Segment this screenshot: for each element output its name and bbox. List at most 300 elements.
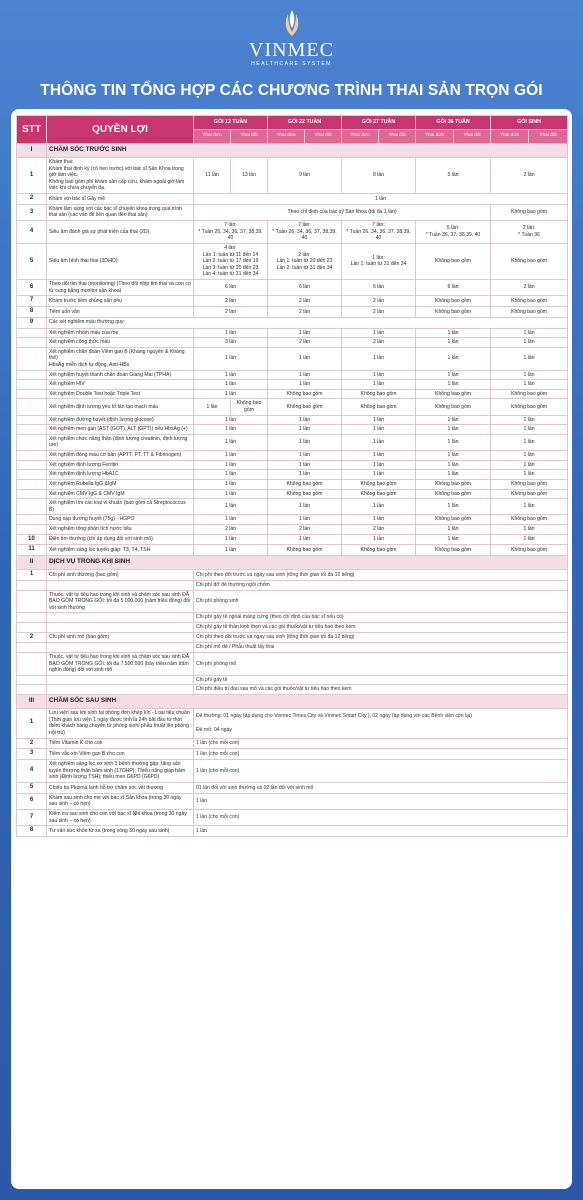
benefit-value: 2 lần <box>268 524 342 534</box>
single-pregnancy-header: Thai đơn <box>416 130 454 144</box>
benefit-value: 1 lần <box>268 370 342 380</box>
benefit-value: 5 lần <box>416 158 491 194</box>
benefit-value: 1 lần <box>416 370 491 380</box>
benefit-value: Không bao gồm <box>268 389 342 399</box>
benefit-value: 2 lần <box>491 279 568 295</box>
benefit-value: 1 lần <box>268 515 342 525</box>
row-number <box>17 489 47 499</box>
benefit-label: Xét nghiệm định lượng yếu tố tăn tạo mạch máu <box>47 399 194 415</box>
table-row <box>17 296 568 307</box>
benefit-value: 1 lần <box>342 451 416 461</box>
benefit-value: 1 lần <box>491 370 568 380</box>
benefit-value: Chi phí gây tê thần kinh thẹn và các gói thuốc/vật tư tiêu hao theo kèm <box>194 623 568 633</box>
row-number <box>17 524 47 534</box>
benefit-value: 1 lần <box>491 451 568 461</box>
vinmec-emblem-icon <box>281 8 303 38</box>
row-number <box>17 653 47 676</box>
benefit-value: 1 lần <box>194 194 568 205</box>
row-number <box>17 675 47 685</box>
table-row <box>17 306 568 317</box>
benefit-value: 1 lần <box>491 380 568 390</box>
benefit-header: QUYỀN LỢI <box>47 116 194 144</box>
table-row <box>17 434 568 450</box>
benefit-label: Khám trước tiêm chủng sản phụ <box>47 296 194 307</box>
benefit-label: Xét nghiệm Rubella IgG &IgM <box>47 479 194 489</box>
table-row <box>17 675 568 685</box>
row-number: 2 <box>17 194 47 205</box>
row-number <box>17 499 47 515</box>
row-number <box>17 347 47 370</box>
benefit-value: 3 lần <box>194 338 268 348</box>
benefit-value: Không bao gồm <box>491 489 568 499</box>
row-number: 7 <box>17 809 47 825</box>
row-number: 5 <box>17 782 47 793</box>
twin-pregnancy-header: Thai đôi <box>305 130 342 144</box>
benefit-value: 1 lần <box>268 380 342 390</box>
benefit-value: 1 lần <box>194 328 268 338</box>
table-row <box>17 545 568 556</box>
benefit-value: 1 lần <box>342 380 416 390</box>
table-row <box>17 809 568 825</box>
benefit-value: Không bao gồm <box>491 204 568 220</box>
benefit-label: Xét nghiệm men gan (AST (GOT), ALT (GPT)) nếu HbsAg (+) <box>47 425 194 435</box>
benefit-value: Không bao gồm <box>491 545 568 556</box>
table-row <box>17 204 568 220</box>
benefit-value: Không bao gồm <box>416 306 491 317</box>
benefit-value: 2 lần <box>194 296 268 307</box>
benefit-label: Khám sau sinh cho mẹ với bác sĩ Sản khoa (trong 30 ngày sau sinh – có hẹn) <box>47 793 194 809</box>
benefit-value: Chi phí phòng mổ <box>194 653 568 676</box>
benefit-value: 1 lần <box>342 499 416 515</box>
table-row <box>17 460 568 470</box>
benefit-value: 1 lần <box>194 470 268 480</box>
table-row <box>17 425 568 435</box>
benefit-value: Không bao gồm <box>416 389 491 399</box>
benefit-value: 1 lần <box>194 489 268 499</box>
table-row <box>17 338 568 348</box>
benefit-value: 1 lần <box>268 460 342 470</box>
benefit-value: Không bao gồm <box>491 399 568 415</box>
benefit-label: Dung nạp đường huyết (75g) - HGPO <box>47 515 194 525</box>
benefit-value: 2 lần <box>342 524 416 534</box>
row-number <box>17 338 47 348</box>
benefit-label <box>47 623 194 633</box>
benefit-value: 1 lần <box>416 425 491 435</box>
benefit-value: Không bao gồm <box>342 489 416 499</box>
benefit-label: Chiếu tia Plasma lạnh hỗ trợ chăm sóc vết thương <box>47 782 194 793</box>
benefit-label: Xét nghiệm định lượng HbA1C <box>47 470 194 480</box>
benefit-value: 1 lần <box>194 380 268 390</box>
benefit-label: Xét nghiệm sàng lọc tuyến giáp: T3, T4, TSH <box>47 545 194 556</box>
benefit-value: 4 lần: Lần 1: tuần từ 11 đến 14 Lần 2: tuần từ 17 đến 19 Lần 3: tuần từ 20 đến 23 Lần 4: tuần từ 31 đến 34 <box>194 243 268 279</box>
benefit-value: 1 lần <box>268 425 342 435</box>
benefit-value: 1 lần <box>268 347 342 370</box>
benefit-value: 5 lần: * Tuần 36, 37, 38,39, 40 <box>416 221 491 244</box>
benefit-value: Chi phí gây tê ngoài màng cứng (theo chỉ định của bác sĩ nếu có) <box>194 613 568 623</box>
benefit-value: Không bao gồm <box>491 296 568 307</box>
benefit-value: 1 lần <box>194 347 268 370</box>
row-number <box>17 415 47 425</box>
row-number <box>17 613 47 623</box>
package-27-weeks-header: GÓI 27 TUẦN <box>342 116 416 130</box>
benefit-value: 2 lần <box>342 306 416 317</box>
benefit-value: Không bao gồm <box>416 243 491 279</box>
twin-pregnancy-header: Thai đôi <box>379 130 416 144</box>
benefit-label <box>47 613 194 623</box>
row-number <box>17 451 47 461</box>
benefit-value: 1 lần <box>416 415 491 425</box>
section-header-row <box>17 556 568 570</box>
benefit-value: Không bao gồm <box>268 545 342 556</box>
section-number: II <box>17 556 47 570</box>
row-number <box>17 623 47 633</box>
benefit-label: Xét nghiệm tìm các loại vi khuẩn (bao gồm cả Streptococcus B) <box>47 499 194 515</box>
benefit-value: 2 lần <box>491 158 568 194</box>
benefit-label: Xét nghiệm định lượng Ferritin <box>47 460 194 470</box>
table-row <box>17 221 568 244</box>
benefit-label: Tư vấn sức khỏe từ xa (trong vòng 30 ngày sau sinh) <box>47 826 194 837</box>
benefit-value: 7 lần: * Tuần 26, 34, 36, 37, 38,39, 40 <box>268 221 342 244</box>
section-title: CHĂM SÓC SAU SINH <box>47 695 568 709</box>
benefit-value: 1 lần <box>268 470 342 480</box>
table-row <box>17 243 568 279</box>
row-number <box>17 590 47 613</box>
benefit-value: Không bao gồm <box>416 296 491 307</box>
benefit-value: Chi phí đỡ đẻ thường ngôi chỏm <box>194 580 568 590</box>
benefit-value: 1 lần <box>416 524 491 534</box>
row-number: 7 <box>17 296 47 307</box>
section-number: I <box>17 144 47 158</box>
benefit-value: Không bao gồm <box>491 389 568 399</box>
benefit-value: Không bao gồm <box>268 479 342 489</box>
benefit-label: Xét nghiệm nhóm máu của mẹ <box>47 328 194 338</box>
page-title: THÔNG TIN TỔNG HỢP CÁC CHƯƠNG TRÌNH THAI SẢN TRỌN GÓI <box>40 82 543 99</box>
table-row <box>17 158 568 194</box>
table-row <box>17 760 568 783</box>
table-row <box>17 613 568 623</box>
twin-pregnancy-header: Thai đôi <box>231 130 268 144</box>
benefit-value: 1 lần <box>268 534 342 545</box>
benefit-value: 8 lần <box>342 158 416 194</box>
row-number: 10 <box>17 534 47 545</box>
row-number <box>17 425 47 435</box>
row-number: 11 <box>17 545 47 556</box>
row-number <box>17 470 47 480</box>
benefit-value: 1 lần <box>268 328 342 338</box>
package-12-weeks-header: GÓI 12 TUẦN <box>194 116 268 130</box>
benefit-value: 1 lần <box>342 415 416 425</box>
benefit-label <box>47 685 194 695</box>
benefit-label: Kiểm tra sau sinh cho con với bác sĩ Nhi khoa (trong 30 ngày sau sinh – có hẹn) <box>47 809 194 825</box>
row-number: 4 <box>17 760 47 783</box>
table-row <box>17 451 568 461</box>
benefit-value: Không bao gồm <box>491 479 568 489</box>
benefit-label: Khám thai: Khám thai định kỳ (có hẹn trước) với bác sĩ Sản Khoa trong giờ làm việc. Không bao gồm phí khám sản cấp cứu, khám ngoài giờ làm việc khi chưa chuyển dạ. <box>47 158 194 194</box>
benefit-value: Không bao gồm <box>491 515 568 525</box>
table-row <box>17 389 568 399</box>
benefit-value: 01 lần đối với sinh thường và 02 lần đối với sinh mổ <box>194 782 568 793</box>
row-number <box>17 380 47 390</box>
benefit-value: 1 lần (cho mỗi con) <box>194 809 568 825</box>
single-pregnancy-header: Thai đơn <box>491 130 529 144</box>
benefit-value: 1 lần <box>491 460 568 470</box>
row-number <box>17 370 47 380</box>
row-number <box>17 515 47 525</box>
info-card <box>11 109 572 1189</box>
table-row <box>17 380 568 390</box>
benefit-value: 1 lần <box>491 470 568 480</box>
benefit-value: 1 lần <box>268 451 342 461</box>
table-row <box>17 489 568 499</box>
benefit-value: Không bao gồm <box>416 399 491 415</box>
benefit-value: 2 lần <box>268 306 342 317</box>
benefit-value: Chi phí phòng sinh <box>194 590 568 613</box>
table-row <box>17 317 568 328</box>
table-row <box>17 826 568 837</box>
table-row <box>17 738 568 749</box>
table-row <box>17 370 568 380</box>
benefit-label: Thuốc, vật tư tiêu hao trong khi sinh và chăm sóc sau sinh ĐÃ BAO GỒM TRONG GÓI: tối đa 7.500.000 (bảy triệu năm trăm nghìn đồng) đối với sinh mổ <box>47 653 194 676</box>
brand-tagline: HEALTHCARE SYSTEM <box>251 61 332 67</box>
table-row <box>17 534 568 545</box>
table-row <box>17 685 568 695</box>
benefit-label: Xét nghiệm chẩn đoán Viêm gan B (Kháng nguyên & Kháng thể) HbsAg miễn dịch tự động, Anti-HBs <box>47 347 194 370</box>
benefit-value: 1 lần <box>194 425 268 435</box>
benefit-value: Không bao gồm <box>416 545 491 556</box>
benefit-value: 2 lần <box>342 338 416 348</box>
benefit-value: Không bao gồm <box>268 399 342 415</box>
table-row <box>17 347 568 370</box>
benefit-label: Các xét nghiệm máu thường quy: <box>47 317 568 328</box>
section-header-row <box>17 144 568 158</box>
table-row <box>17 793 568 809</box>
table-row <box>17 643 568 653</box>
benefit-value: 1 lần <box>491 499 568 515</box>
benefit-value: 1 lần <box>194 545 268 556</box>
benefit-value: 1 lần <box>194 499 268 515</box>
package-36-weeks-header: GÓI 36 TUẦN <box>416 116 491 130</box>
benefit-value: 2 lần <box>268 338 342 348</box>
benefit-value: 1 lần <box>194 434 268 450</box>
row-number: 8 <box>17 306 47 317</box>
benefit-value: 2 lần <box>194 524 268 534</box>
benefit-label: Xét nghiệm chức năng thận (định lượng creatinin, định lượng ure) <box>47 434 194 450</box>
benefit-value: 1 lần <box>491 328 568 338</box>
benefit-value: Không bao gồm <box>231 399 268 415</box>
table-row <box>17 653 568 676</box>
benefit-value: 1 lần <box>342 370 416 380</box>
benefit-label: Xét nghiệm công thức máu <box>47 338 194 348</box>
benefit-value: Không bao gồm <box>342 479 416 489</box>
benefit-value: 1 lần <box>416 328 491 338</box>
benefit-value: 6 lần <box>342 279 416 295</box>
benefit-value: 1 lần <box>268 434 342 450</box>
benefit-label: Xét nghiệm huyết thanh chẩn đoán Giang Mai (TPHA) <box>47 370 194 380</box>
benefit-value: 1 lần <box>491 534 568 545</box>
table-row <box>17 782 568 793</box>
benefit-label: Lưu viện sau khi sinh tại phòng đơn khép kín - Loại tiêu chuẩn (Thời gian lưu viện 1 ngày được tính là 24h bắt đầu từ thời điểm khách hàng chuyển từ phòng sinh/ phẫu thuật lên phòng nội trú) <box>47 709 194 738</box>
benefit-value: 1 lần (cho mỗi con) <box>194 738 568 749</box>
benefit-value: 1 lần <box>268 415 342 425</box>
benefit-value: 1 lần <box>491 338 568 348</box>
benefit-label: Thuốc, vật tư tiêu hao trong khi sinh và chăm sóc sau sinh ĐÃ BAO GỒM TRONG GÓI: tối đa 5.000.000 (năm triệu đồng) đối với sinh thường <box>47 590 194 613</box>
table-row <box>17 415 568 425</box>
benefit-label <box>47 675 194 685</box>
benefit-value: 2 lần <box>342 296 416 307</box>
benefit-value: Không bao gồm <box>416 515 491 525</box>
benefit-value: 1 lần <box>491 425 568 435</box>
row-number: 3 <box>17 749 47 760</box>
table-row <box>17 328 568 338</box>
benefit-value: Chi phí gây tê <box>194 675 568 685</box>
single-pregnancy-header: Thai đơn <box>194 130 231 144</box>
twin-pregnancy-header: Thai đôi <box>454 130 491 144</box>
benefit-label: Tiêm vắc-xin Viêm gan B cho con <box>47 749 194 760</box>
benefit-value: 1 lần <box>491 347 568 370</box>
row-number <box>17 580 47 590</box>
benefit-value: 1 lần <box>416 380 491 390</box>
single-pregnancy-header: Thai đơn <box>342 130 379 144</box>
table-row <box>17 479 568 489</box>
benefit-value: 1 lần <box>416 470 491 480</box>
benefit-label: Điện tim thường (chỉ áp dụng đối với sinh mổ) <box>47 534 194 545</box>
benefit-value: 1 lần <box>416 338 491 348</box>
benefit-value: 7 lần: * Tuần 26, 34, 36, 37, 38,39, 40 <box>194 221 268 244</box>
benefit-value: 1 lần: Lần 1: tuần từ 31 đến 34 <box>342 243 416 279</box>
row-number <box>17 389 47 399</box>
benefit-value: 1 lần <box>416 499 491 515</box>
benefit-value: 1 lần <box>342 434 416 450</box>
benefit-value: 1 lần <box>342 347 416 370</box>
benefit-value: 1 lần <box>194 793 568 809</box>
table-row <box>17 709 568 738</box>
benefit-label: Xét nghiệm tổng phân tích nước tiểu <box>47 524 194 534</box>
benefit-value: 1 lần (cho mỗi con) <box>194 749 568 760</box>
section-title: DỊCH VỤ TRONG KHI SINH <box>47 556 568 570</box>
benefit-value: 1 lần <box>268 499 342 515</box>
table-row <box>17 470 568 480</box>
benefit-label: Xét nghiệm sàng lọc sơ sinh 3 bệnh thường gặp: tăng sản tuyến thượng thận bẩm sinh (17OHP); Thiểu năng giáp bẩm sinh (Định lượng TSH); thiếu men G6PD (G6PD) <box>47 760 194 783</box>
benefit-value: 1 lần (cho mỗi con) <box>194 760 568 783</box>
row-number <box>17 328 47 338</box>
benefit-value: 1 lần <box>194 370 268 380</box>
table-row <box>17 515 568 525</box>
benefit-value: 1 lần <box>416 534 491 545</box>
benefit-value: 7 lần: * Tuần 26, 34, 36, 37, 38,39, 40 <box>342 221 416 244</box>
row-number: 1 <box>17 709 47 738</box>
benefit-value: 1 lần <box>342 515 416 525</box>
row-number <box>17 643 47 653</box>
benefit-value: 1 lần <box>491 434 568 450</box>
benefit-value: 2 lần: * Tuần 36 <box>491 221 568 244</box>
benefit-label <box>47 643 194 653</box>
benefit-value: Không bao gồm <box>342 389 416 399</box>
benefit-value: 1 lần <box>194 826 568 837</box>
benefit-value: Không bao gồm <box>342 399 416 415</box>
benefit-value: Không bao gồm <box>491 243 568 279</box>
table-row <box>17 524 568 534</box>
row-number: 2 <box>17 632 47 643</box>
benefit-label: Tiêm Vitamin K cho con <box>47 738 194 749</box>
row-number <box>17 460 47 470</box>
benefit-value: 1 lần <box>416 347 491 370</box>
benefit-value: 6 lần <box>268 279 342 295</box>
benefit-value: 1 lần <box>491 524 568 534</box>
package-22-weeks-header: GÓI 22 TUẦN <box>268 116 342 130</box>
benefit-value: 1 lần <box>342 460 416 470</box>
section-title: CHĂM SÓC TRƯỚC SINH <box>47 144 568 158</box>
benefit-value: 13 lần <box>231 158 268 194</box>
section-header-row <box>17 695 568 709</box>
table-row <box>17 194 568 205</box>
table-row <box>17 499 568 515</box>
table-body <box>17 144 568 837</box>
benefit-value: 1 lần <box>416 434 491 450</box>
benefit-value: 1 lần <box>342 534 416 545</box>
benefit-value: 1 lần <box>194 415 268 425</box>
package-birth-header: GÓI SINH <box>491 116 568 130</box>
benefit-label: Chi phí sinh thường (bao gồm) <box>47 570 194 581</box>
benefit-label: Xét nghiệm đông máu cơ bản (APTT, PT, TT & Fibrinogen) <box>47 451 194 461</box>
twin-pregnancy-header: Thai đôi <box>529 130 568 144</box>
benefit-value: 1 lần <box>194 515 268 525</box>
benefit-value: Không bao gồm <box>416 479 491 489</box>
row-number <box>17 399 47 415</box>
benefit-value: 1 lần <box>416 460 491 470</box>
benefit-value: 1 lần <box>342 425 416 435</box>
benefit-label: Tiêm uốn ván <box>47 306 194 317</box>
vinmec-logo <box>0 8 583 67</box>
benefit-value: 1 lần <box>194 389 268 399</box>
table-row <box>17 580 568 590</box>
benefit-value: 9 lần <box>268 158 342 194</box>
benefit-value: 1 lần <box>194 399 231 415</box>
row-number: 6 <box>17 793 47 809</box>
benefit-value: Không bao gồm <box>342 545 416 556</box>
benefit-label: Theo dõi tim thai (monitoring) (Theo dõi nhịp tim thai và cơn co tử cung bằng monitor sản khoa) <box>47 279 194 295</box>
benefit-value: Chi phí theo dõi trước và ngay sau sinh (tổng thời gian tối đa 12 tiếng) <box>194 632 568 643</box>
package-table <box>16 115 568 837</box>
row-number: 3 <box>17 204 47 220</box>
row-number: 9 <box>17 317 47 328</box>
benefit-value: 1 lần <box>342 470 416 480</box>
single-pregnancy-header: Thai đơn <box>268 130 305 144</box>
benefit-value: Không bao gồm <box>268 489 342 499</box>
benefit-value: 1 lần <box>194 534 268 545</box>
benefit-value: Đẻ thường: 01 ngày (áp dụng cho Vinmec Times City và Vinmec Smart City ), 02 ngày (áp dụng với các Bệnh viện còn lại) Đẻ mổ: 04 ngày <box>194 709 568 738</box>
benefit-value: 1 lần <box>194 460 268 470</box>
brand-name: VINMEC <box>249 39 334 61</box>
benefit-value: 2 lần <box>194 306 268 317</box>
row-number: 1 <box>17 570 47 581</box>
row-number: 4 <box>17 221 47 244</box>
benefit-value: Không bao gồm <box>491 306 568 317</box>
benefit-label: Siêu âm hình thái thai (3D/4D) <box>47 243 194 279</box>
row-number <box>17 434 47 450</box>
benefit-value: Theo chỉ định của bác sỹ Sản khoa (tối đa 1 lần) <box>194 204 491 220</box>
benefit-label: Khám với bác sĩ Gây mê <box>47 194 194 205</box>
benefit-label: Chi phí sinh mổ (bao gồm) <box>47 632 194 643</box>
benefit-label <box>47 580 194 590</box>
benefit-label: Xét nghiệm CMV IgG & CMV IgM <box>47 489 194 499</box>
benefit-value: Chi phí mổ đẻ / Phẫu thuật lấy thai <box>194 643 568 653</box>
benefit-label: Siêu âm đánh giá sự phát triển của thai (2D) <box>47 221 194 244</box>
benefit-label: Khám lâm sàng với các bác sĩ chuyên khoa trong quá trình thai sản (các vấn đề liên quan đến thai sản) <box>47 204 194 220</box>
benefit-value: Chi phí theo dõi trước và ngay sau sinh (tổng thời gian tối đa 12 tiếng) <box>194 570 568 581</box>
benefit-value: 6 lần <box>194 279 268 295</box>
row-number: 8 <box>17 826 47 837</box>
table-row <box>17 623 568 633</box>
